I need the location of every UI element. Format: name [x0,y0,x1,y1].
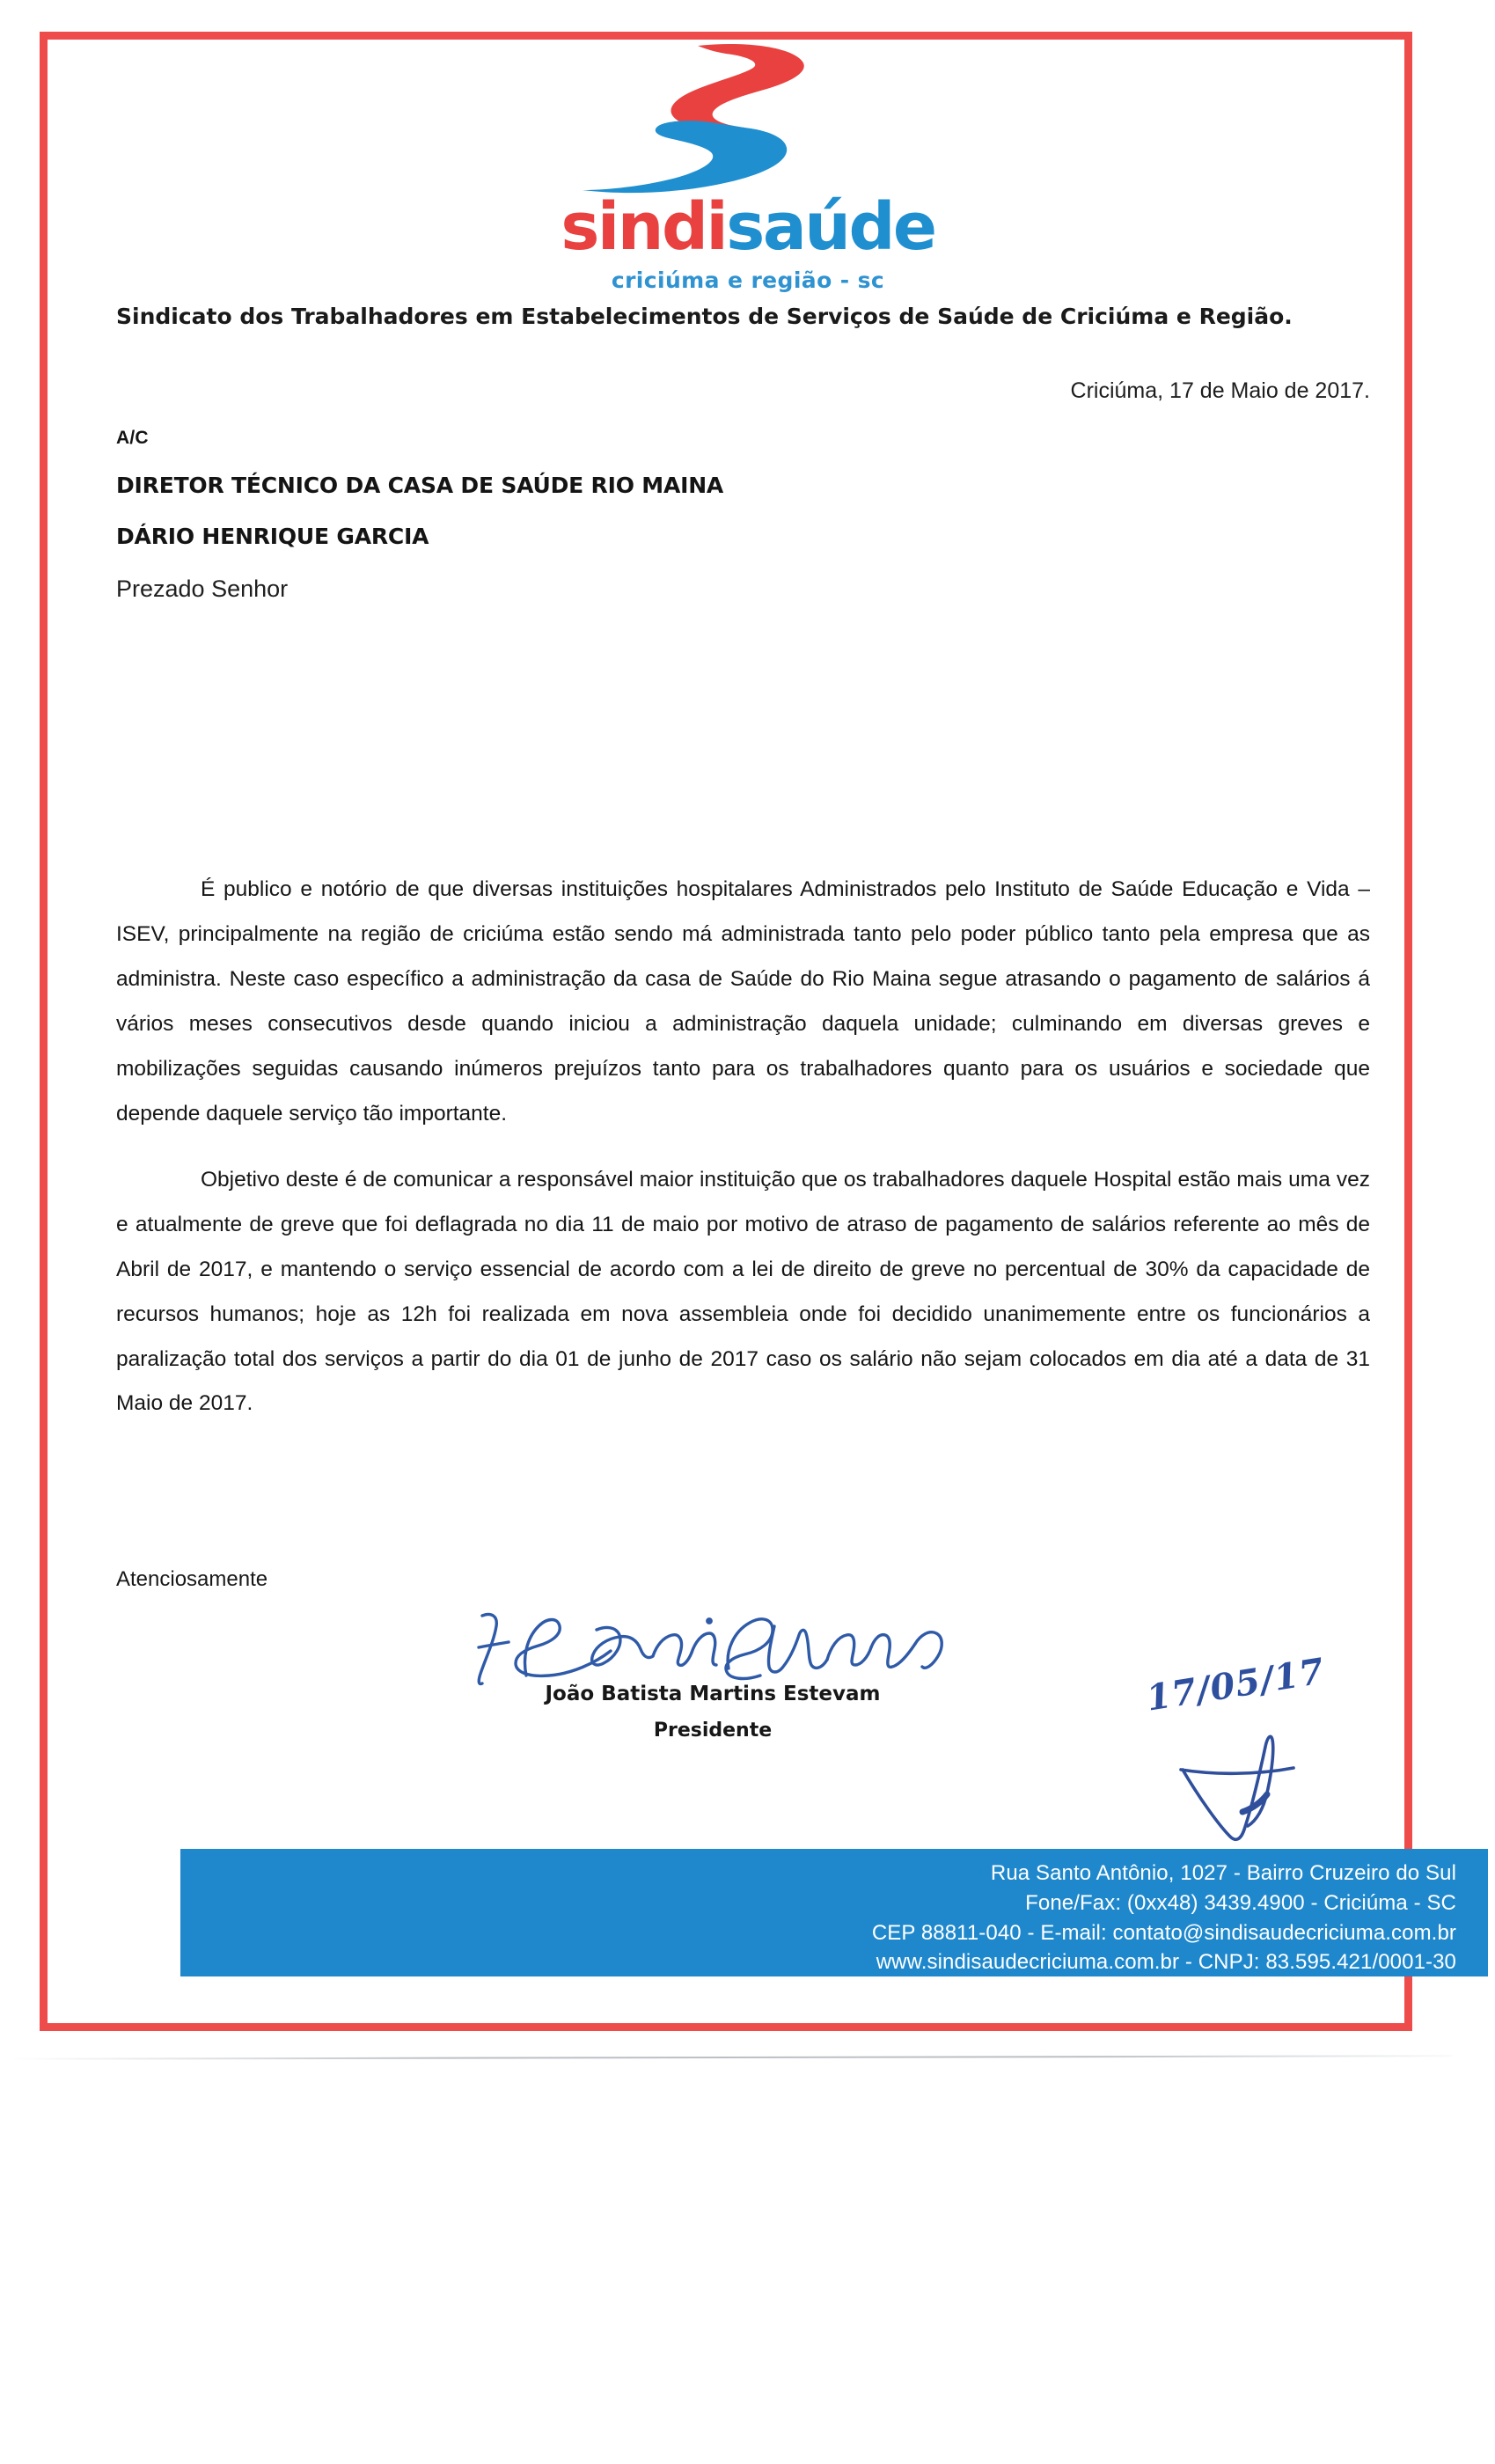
sindisaude-swoosh-icon [528,39,854,197]
addressee-director-title: DIRETOR TÉCNICO DA CASA DE SAÚDE RIO MAINA [116,473,724,498]
signer-role: Presidente [653,1720,773,1742]
body-paragraph-2: Objetivo deste é de comunicar a responsável maior instituição que os trabalhadores daquele Hospital estão mais uma vez e atualmente de greve que foi deflagrada no dia 11 de maio por motivo de atraso de pagamento de salários referente ao mês de Abril de 2017, e mantendo o serviço essencial de acordo com a lei de direito de greve no percentual de 30% da capacidade de recursos humanos; hoje as 12h foi realizada em nova assembleia onde foi decidido unanimemente entre os funcionários a paralização total dos serviços a partir do dia 01 de junho de 2017 caso os salário não sejam colocados em dia até a data de 31 Maio de 2017. [116,1167,1370,1416]
footer-email-line: CEP 88811-040 - E-mail: contato@sindisaudecriciuma.com.br [871,1920,1456,1945]
signer-name: João Batista Martins Estevam [545,1683,881,1705]
addressee-director-name: DÁRIO HENRIQUE GARCIA [116,524,429,549]
footer-contact-bar [180,1849,1488,1976]
valediction: Atenciosamente [116,1567,268,1591]
salutation: Prezado Senhor [116,576,289,602]
signature-block [405,1607,1021,1742]
letter-body [116,868,1370,1426]
logo-wordmark [114,189,1381,265]
scan-edge-shadow [9,2055,1452,2059]
logo-word-saude: saúde [726,189,935,265]
footer-website-line: www.sindisaudecriciuma.com.br - CNPJ: 83.595.421/0001-30 [876,1950,1456,1975]
attention-label: A/C [116,428,149,448]
footer-address-line: Rua Santo Antônio, 1027 - Bairro Cruzeiro do Sul [990,1861,1456,1885]
logo-tagline: criciúma e região - sc [611,268,885,293]
union-title: Sindicato dos Trabalhadores em Estabelecimentos de Serviços de Saúde de Criciúma e Região. [116,304,1293,329]
handwritten-check-mark-icon [1162,1717,1337,1849]
document-date: Criciúma, 17 de Maio de 2017. [1070,378,1370,403]
document-content [114,32,1456,2031]
logo-word-sindi: sindi [561,189,727,265]
handwritten-date: 17/05/17 [1143,1650,1328,1720]
footer-phone-line: Fone/Fax: (0xx48) 3439.4900 - Criciúma - SC [1025,1890,1456,1915]
body-paragraph-1: É publico e notório de que diversas instituições hospitalares Administrados pelo Instituto de Saúde Educação e Vida – ISEV, principalmente na região de criciúma estão sendo má administrada tanto pelo poder público tanto pela empresa que as administra. Neste caso específico a administração da casa de Saúde do Rio Maina segue atrasando o pagamento de salários á vários meses consecutivos desde quando iniciou a administração daquela unidade; culminando em diversas greves e mobilizações seguidas causando inúmeros prejuízos tanto para os trabalhadores quanto para os usuários e sociedade que depende daquele serviço tão importante. [116,877,1370,1126]
addressee-block [116,428,1260,603]
